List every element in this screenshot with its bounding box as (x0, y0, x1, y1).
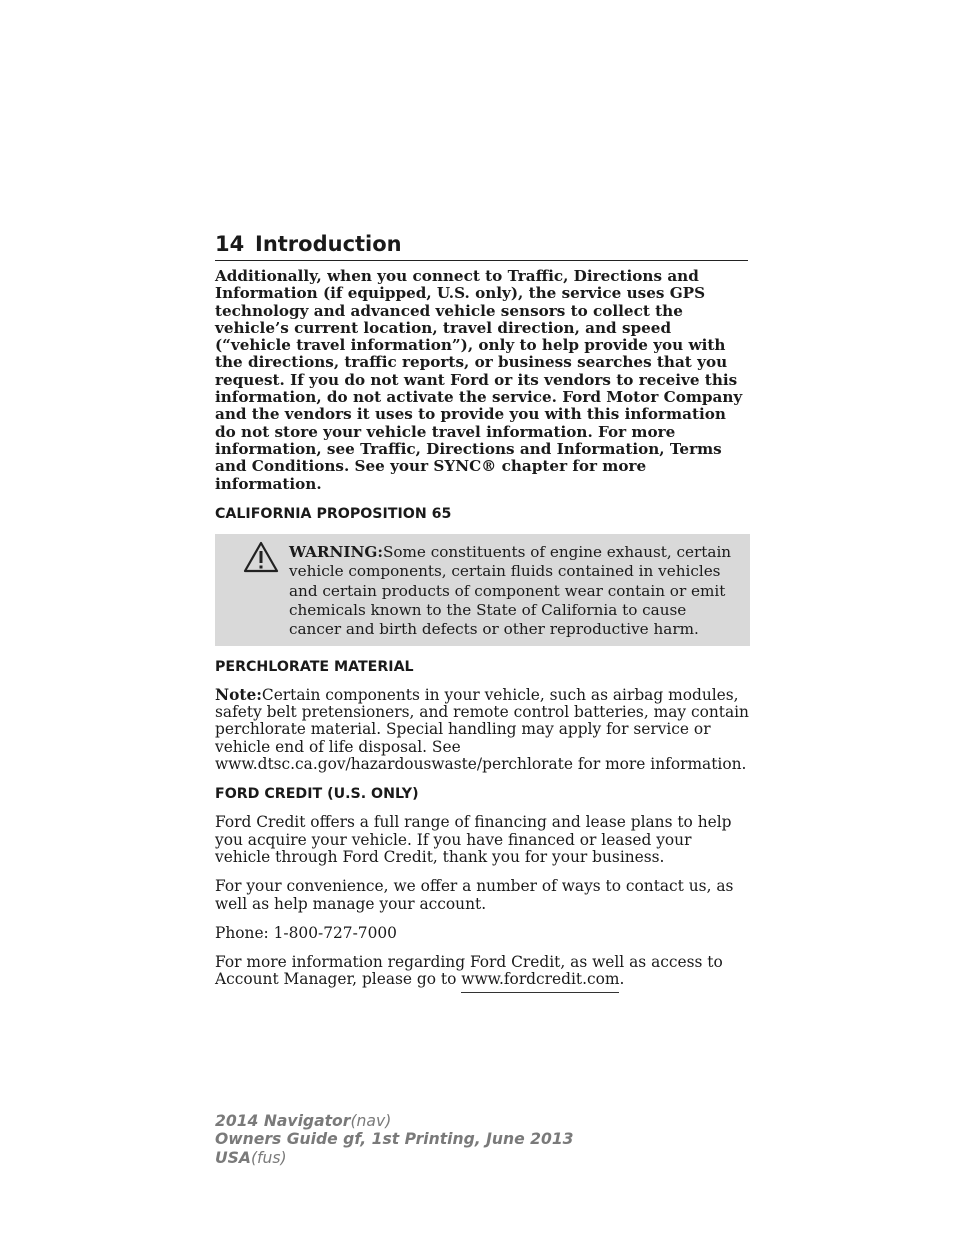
ford-credit-heading: FORD CREDIT (U.S. ONLY) (215, 786, 419, 803)
footer-line-1 (215, 1112, 574, 1130)
section-title: Introduction (255, 232, 402, 256)
warning-text-block (243, 543, 742, 640)
traffic-info-paragraph: Additionally, when you connect to Traffic, Directions and Information (if equipped, U.S. only), the service uses GPS technology and advanced vehicle sensors to collect the vehicle’s current location, travel direction, and speed (“vehicle travel information”), only to help provide you with the directions, traffic reports, or business searches that you request. If you do not want Ford or its vendors to receive this information, do not activate the service. Ford Motor Company and the vendors it uses to provide you with this information do not store your vehicle travel information. For more information, see Traffic, Directions and Information, Terms and Conditions. See your SYNC® chapter for more information. (215, 267, 743, 493)
footer-market: USA (215, 1148, 251, 1167)
footer-model-code: (nav) (350, 1112, 392, 1130)
para3-prefix: For more information regarding Ford Credit, as well as access to Account Manager, please go to (215, 953, 723, 989)
perchlorate-note (215, 687, 750, 773)
footer-line-3 (215, 1149, 574, 1167)
page-footer (215, 1112, 574, 1167)
prop65-heading: CALIFORNIA PROPOSITION 65 (215, 505, 452, 522)
note-text: Certain components in your vehicle, such as airbag modules, safety belt pretensioners, and remote control batteries, may contain perchlorate material. Special handling may apply for service or vehicle end of life disposal. See www.dtsc.ca.gov/hazardouswaste/perchlorate for more information. (215, 685, 749, 774)
ford-credit-para-1: Ford Credit offers a full range of financing and lease plans to help you acquire your vehicle. If you have financed or leased your vehicle through Ford Credit, thank you for your business. (215, 813, 732, 866)
perchlorate-heading: PERCHLORATE MATERIAL (215, 658, 414, 675)
footer-model: 2014 Navigator (215, 1112, 351, 1130)
warning-box (215, 534, 750, 646)
ford-credit-para-3 (215, 954, 750, 989)
warning-text: Some constituents of engine exhaust, certain vehicle components, certain fluids contained in vehicles and certain products of component wear contain or emit chemicals known to the State of California to cause cancer and birth defects or other reproductive harm. (289, 542, 732, 639)
footer-guide: Owners Guide gf, 1st Printing, June 2013 (215, 1130, 574, 1149)
page-header (215, 228, 748, 261)
page-number: 14 (215, 232, 245, 256)
para3-suffix: . (619, 970, 625, 989)
fordcredit-link[interactable]: www.fordcredit.com (461, 970, 619, 993)
note-label: Note: (215, 685, 262, 704)
ford-credit-para-2: For your convenience, we offer a number of ways to contact us, as well as help manage your account. (215, 877, 734, 913)
warning-triangle-icon (243, 541, 279, 573)
footer-market-code: (fus) (250, 1148, 287, 1167)
page-content (215, 268, 750, 1001)
warning-label: WARNING: (289, 542, 383, 561)
ford-credit-phone: Phone: 1-800-727-7000 (215, 923, 397, 942)
